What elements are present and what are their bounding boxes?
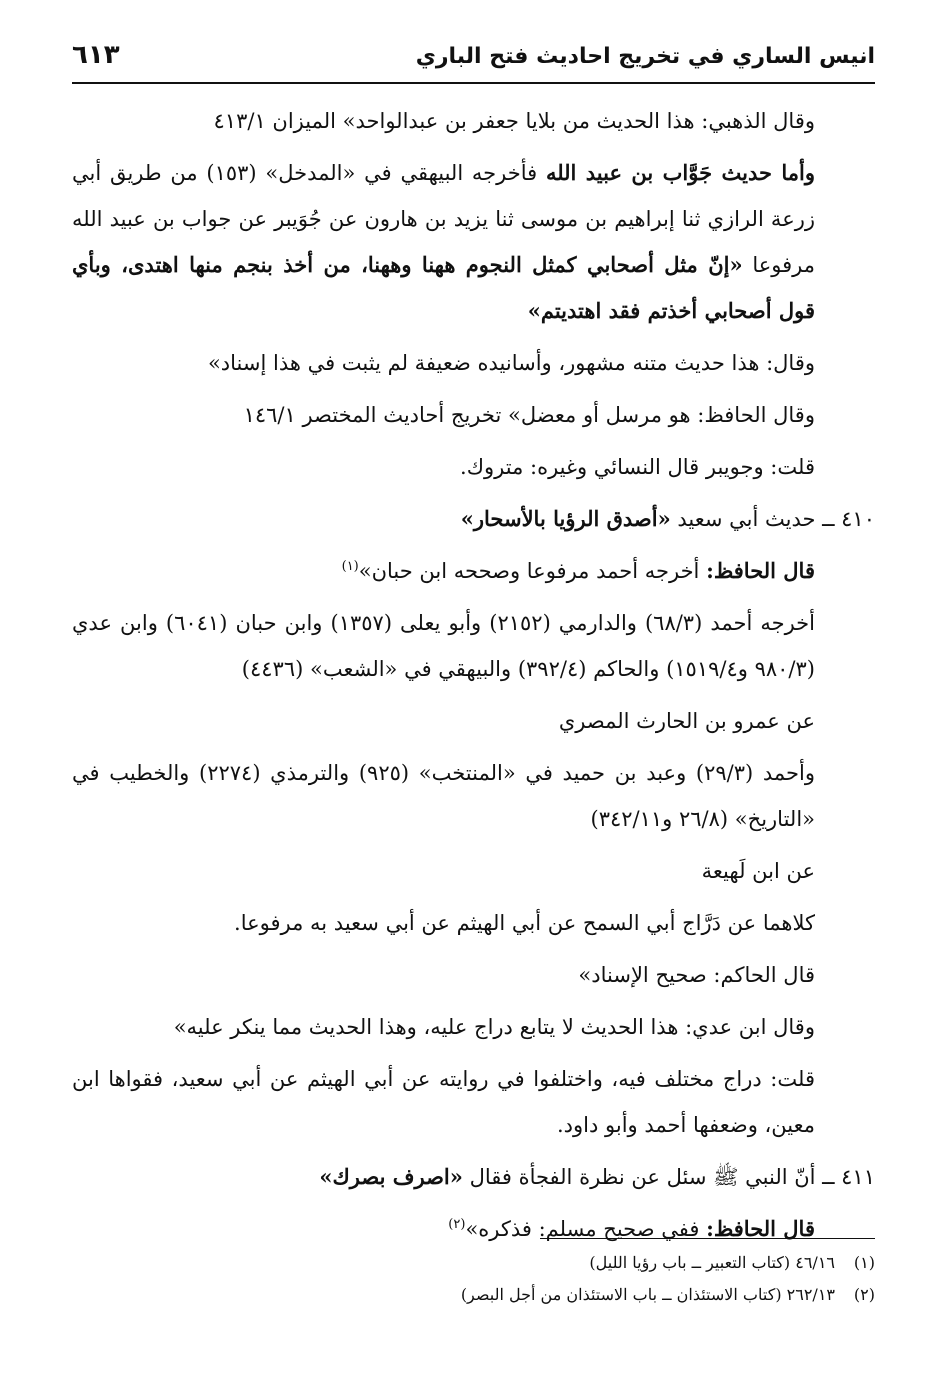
footnotes — [72, 1238, 875, 1311]
paragraph — [72, 848, 875, 894]
footnote-rule — [540, 1238, 875, 1239]
paragraph-text: وأحمد (٢٩/٣) وعبد بن حميد في «المنتخب» (٩٢٥) والترمذي (٢٢٧٤) والخطيب في «التاريخ» (٢٦/٨ و٣٤٢/١١) — [72, 761, 815, 831]
hadith-quote: «إنّ مثل أصحابي كمثل النجوم ههنا وههنا، من أخذ بنجم منها اهتدى، وبأي قول أصحابي أخذتم فقد اهتديتم» — [72, 252, 815, 323]
paragraph — [72, 600, 875, 692]
paragraph-text: كلاهما عن دَرَّاج أبي السمح عن أبي الهيثم عن أبي سعيد به مرفوعا. — [234, 911, 815, 935]
paragraph — [72, 1056, 875, 1148]
footnote — [72, 1279, 875, 1311]
paragraph-text: وقال: هذا حديث متنه مشهور، وأسانيده ضعيفة لم يثبت في هذا إسناد» — [207, 351, 815, 375]
paragraph — [72, 340, 875, 386]
paragraph-text: قلت: وجويبر قال النسائي وغيره: متروك. — [460, 455, 815, 479]
paragraph-text: قلت: دراج مختلف فيه، واختلفوا في روايته عن أبي الهيثم عن أبي سعيد، فقواها ابن معين، وضعفها أحمد وأبو داود. — [72, 1067, 815, 1137]
paragraph-text: أخرجه أحمد (٦٨/٣) والدارمي (٢١٥٢) وأبو يعلى (١٣٥٧) وابن حبان (٦٠٤١) وابن عدي (٩٨٠/٣ و١٥١٩/٤) والحاكم (٣٩٢/٤) والبيهقي في «الشعب» (٤٤٣٦) — [72, 611, 815, 681]
footnote-number: (١) — [853, 1253, 875, 1272]
footnote-number: (٢) — [853, 1285, 875, 1304]
page-number: ٦١٣ — [72, 40, 120, 70]
paragraph-text: عن عمرو بن الحارث المصري — [558, 709, 815, 733]
paragraph — [72, 698, 875, 744]
paragraph — [72, 1004, 875, 1050]
paragraph-text: ٤١١ ــ أنّ النبي ﷺ سئل عن نظرة الفجأة فقال — [462, 1165, 875, 1189]
main-text — [72, 98, 875, 1258]
hadith-heading — [72, 1154, 875, 1200]
book-title: انيس الساري في تخريج احاديث فتح الباري — [415, 44, 875, 69]
paragraph-text: وقال ابن عدي: هذا الحديث لا يتابع دراج عليه، وهذا الحديث مما ينكر عليه» — [173, 1015, 815, 1039]
paragraph — [72, 750, 875, 842]
footnote-ref: (٢) — [448, 1217, 466, 1232]
paragraph-text: عن ابن لَهيعة — [701, 859, 815, 883]
footnote-text: ٤٦/١٦ (كتاب التعبير ــ باب رؤيا الليل) — [589, 1253, 835, 1272]
paragraph-bold: قال الحافظ: — [706, 558, 815, 583]
paragraph-text: ففي صحيح مسلم: فذكره» — [465, 1217, 707, 1241]
hadith-heading — [72, 496, 875, 542]
header-rule — [72, 82, 875, 84]
footnote-text: ٢٦٢/١٣ (كتاب الاستئذان ــ باب الاستئذان من أجل البصر) — [460, 1285, 835, 1304]
paragraph-text: وقال الذهبي: هذا الحديث من بلايا جعفر بن عبدالواحد» الميزان ٤١٣/١ — [213, 109, 815, 133]
running-header — [72, 34, 875, 84]
paragraph — [72, 952, 875, 998]
paragraph-text: أخرجه أحمد مرفوعا وصححه ابن حبان» — [358, 559, 707, 583]
paragraph — [72, 900, 875, 946]
hadith-quote: «اصرف بصرك» — [319, 1164, 463, 1189]
paragraph-text: قال الحاكم: صحيح الإسناد» — [578, 963, 815, 987]
paragraph-text: ٤١٠ ــ حديث أبي سعيد — [670, 507, 875, 531]
paragraph — [72, 444, 875, 490]
paragraph — [72, 150, 875, 334]
footnote-ref: (١) — [341, 559, 359, 574]
paragraph — [72, 548, 875, 594]
paragraph-text: فأخرجه البيهقي في «المدخل» (١٥٣) من طريق أبي زرعة الرازي ثنا إبراهيم بن موسى ثنا يزيد بن هارون عن جُوَيبر عن جواب بن عبيد الله مرفوعا — [72, 161, 815, 277]
paragraph — [72, 98, 875, 144]
paragraph-text: وقال الحافظ: هو مرسل أو معضل» تخريج أحاديث المختصر ١٤٦/١ — [243, 403, 815, 427]
footnote — [72, 1247, 875, 1279]
hadith-quote: «أصدق الرؤيا بالأسحار» — [460, 506, 671, 531]
paragraph-bold: قال الحافظ: — [706, 1216, 815, 1241]
paragraph — [72, 392, 875, 438]
paragraph-bold: وأما حديث جَوَّاب بن عبيد الله — [545, 160, 815, 185]
